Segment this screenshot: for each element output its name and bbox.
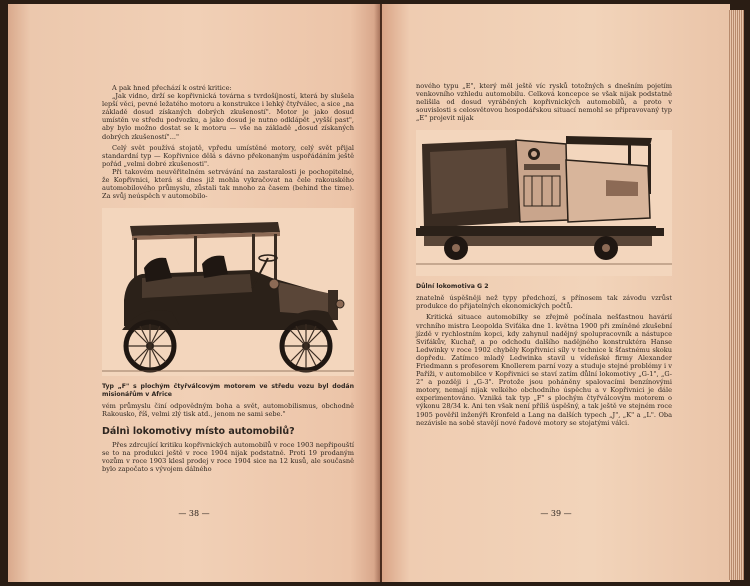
mine-locomotive-icon xyxy=(416,130,672,276)
paragraph: Celý svět používá stojatě, vpředu umístěné motory, celý svět přijal standardní typ — Kopřivnice dělá s dávno překonaným uspořádáním ještě pořád „velmi dobré zkušenosti". xyxy=(102,143,354,168)
paragraph: Kritická situace automobilky se zřejmě počínala nešťastnou havárií vrchního mistra Leopolda Sviťáka dne 1. května 1900 při zmíněné zkušební jízdě v rychlostním kopci, kdy zahynul nadějný spolupracovník a nástupce Sviťákův, Kuchař, a po odchodu dalšího nadějného konstruktéra Hanse Ledwinky v roce 1902 chyběly Kopřivnici síly v technice k šťastnému skoku dopředu. Zatímco mladý Ledwinka stavil u vídeňské firmy Alexander Friedmann s profesorem Knollerem parní vozy a studuje stejné problémy i v Paříži, v automobilce v Kopřivnici se staví zatím důlní lokomotivy „G-1", „G-2" a později i „G-3". Protože jsou poháněny spalovacími benzínovými motory, nemají nijak velkého obchodního úspěchu a v Kopřivnici je dále experimentováno. Vzniká tak typ „F" s plochým čtyřválcovým motorem o výkonu 28/34 k. Ani ten však není příliš úspěšný, a tak ještě ve stejném roce 1905 pověřil inženýři Kronfeld a Lang na dalších typech „J", „K" a „L". Oba nezávisle na sobě stavějí nové řadové motory se stojatými válci. xyxy=(416,313,672,427)
paragraph: A pak hned přechází k ostré kritice: xyxy=(112,84,232,92)
open-book xyxy=(8,4,744,582)
paragraph: nového typu „E", který měl ještě víc rysků totožných s dnešním pojetím venkovního vzhledu automobilu. Celková koncepce se však nijak podstatně nelišila od dosud vyráběných kopřivnických automobilů, a proto v souvislosti s celosvětovou hospodářskou situací nemohl se připravovaný typ „E" projevit nijak xyxy=(416,82,672,123)
locomotive-illustration xyxy=(416,130,672,280)
figure-caption: Důlní lokomotiva G 2 xyxy=(416,283,489,291)
left-page xyxy=(8,4,380,582)
paragraph: Při takovém neuvěřitelném setrvávání na zastaralosti je pochopitelné, že Kopřivnici, která si dnes již mohla vykračovat na čele rakouského automobilového průmyslu, zůstali tak mnoho za časem (behind the time). Za svůj neúspěch v automobilo- xyxy=(102,167,354,201)
page-edges-right xyxy=(728,10,744,580)
paragraph: „Jak vidno, drží se kopřivnická továrna s tvrdošíjností, která by slušela lepší věci, pevné ležatého motoru a konstrukce i lehký čtyřválec, a sice „na základě dosud získaných dobrých zkušeností". Motor je jako dosud umístěn ve středu podvozku, a jako dosud je nutno odklápět „vyšší past", aby bylo možno dostat se k motoru — vše na základě „dosud získaných dobrých zkušeností"..." xyxy=(102,92,354,141)
page-number: — 39 — xyxy=(540,509,572,518)
right-page xyxy=(382,4,730,582)
paragraph: vém průmyslu činí odpovědným boha a svět, automobilismus, obchodně Rakousko, říš, velmi zlý tisk atd., jenom ne sami sebe." xyxy=(102,401,354,418)
section-heading: Dálnì lokomotivy místo automobilů? xyxy=(102,426,295,438)
car-illustration xyxy=(102,208,354,380)
page-number: — 38 — xyxy=(178,509,210,518)
paragraph: znatelně úspěšněji než typy předchozí, s přínosem tak závodu vzrůst produkce do přijatelných ekonomických počtů. xyxy=(416,294,672,311)
vintage-car-icon xyxy=(102,208,354,376)
paragraph: Přes zdrcující kritiku kopřivnických automobilů v roce 1903 nepřipouští se to na produkci ještě v roce 1904 nijak podstatně. Proti 19 prodaným vozům v roce 1903 klesl prodej v roce 1904 sice na 12 kusů, ale současně bylo započato s vývojem dálného xyxy=(102,441,354,474)
figure-caption: Typ „F" s plochým čtyřválcovým motorem ve středu vozu byl dodán misionářům v Africe xyxy=(102,383,354,399)
